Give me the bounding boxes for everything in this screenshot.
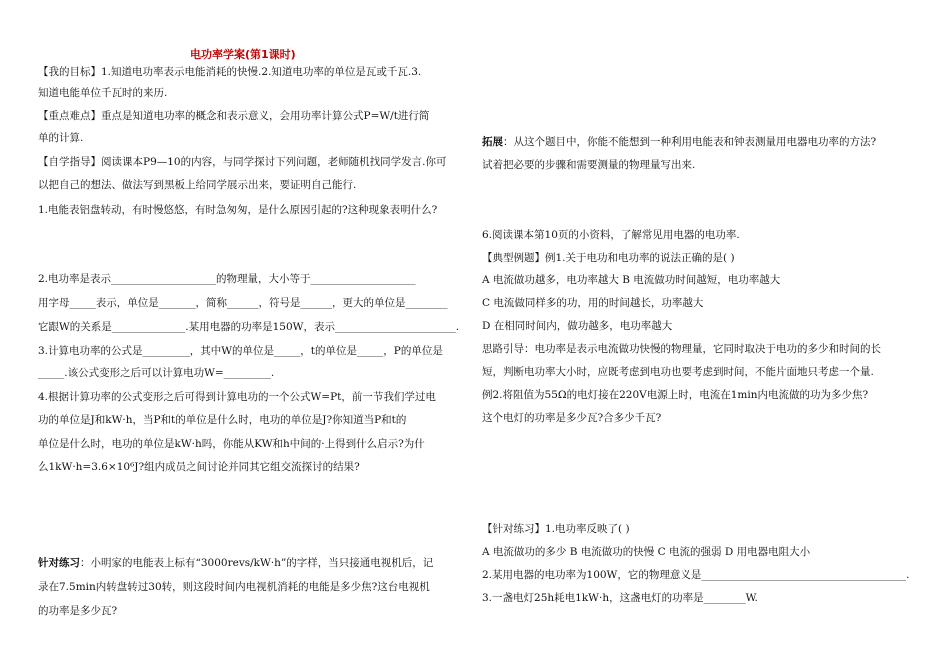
question-4-line-3: 单位是什么时，电功的单位是kW·h吗，你能从KW和h中间的·上得到什么启示?为什	[38, 438, 425, 450]
practice-text: ：小明家的电能表上标有“3000revs/kW·h”的字样，当只接通电视机后，记	[80, 557, 434, 569]
extension-text: ：从这个题目中，你能不能想到一种利用电能表和钟表测量用电器电功率的方法?	[503, 136, 877, 148]
practice-2: 2.某用电器的电功率为100W，它的物理意义是_______________________________________.	[482, 569, 910, 581]
question-3-line-2: _____.该公式变形之后可以计算电功W=_________.	[38, 367, 275, 379]
example-1-option-d: D 在相同时间内，做功越多，电功率越大	[482, 320, 673, 332]
question-4-line-2: 功的单位是J和kW·h，当P和t的单位是什么时，电功的单位是J?你知道当P和t的	[38, 414, 407, 426]
example-2-line-1: 例2.将阻值为55Ω的电灯接在220V电源上时，电流在1min内电流做的功为多少焦?	[482, 389, 869, 401]
question-2-line-3: 它跟W的关系是______________.某用电器的功率是150W，表示_______________________.	[38, 321, 460, 333]
example-2-line-2: 这个电灯的功率是多少瓦?合多少千瓦?	[482, 412, 662, 424]
goal-line-2: 知道电能单位千瓦时的来历.	[38, 87, 168, 99]
guide-line-2: 以把自己的想法、做法写到黑板上给同学展示出来，要证明自己能行.	[38, 179, 357, 191]
goal-line-1: 【我的目标】1.知道电功率表示电能消耗的快慢.2.知道电功率的单位是瓦或千瓦.3.	[38, 66, 422, 78]
practice-1-options: A 电流做功的多少 B 电流做功的快慢 C 电流的强弱 D 用电器电阻大小	[482, 546, 811, 558]
hint-line-1: 思路引导：电功率是表示电流做功快慢的物理量，它同时取决于电功的多少和时间的长	[482, 343, 881, 355]
key-line-1: 【重点难点】重点是知道电功率的概念和表示意义，会用功率计算公式P=W/t进行简	[38, 110, 430, 122]
question-4-line-1: 4.根据计算功率的公式变形之后可得到计算电功的一个公式W=Pt，前一节我们学过电	[38, 391, 436, 403]
extension-line-1	[482, 135, 876, 149]
guide-line-1: 【自学指导】阅读课本P9—10的内容，与同学探讨下列问题，老师随机找同学发言.你可	[38, 156, 447, 168]
practice-label: 针对练习	[38, 557, 80, 569]
question-1: 1.电能表铝盘转动，有时慢悠悠，有时急匆匆，是什么原因引起的?这种现象表明什么?	[38, 204, 438, 216]
example-1-option-c: C 电流做同样多的功，用的时间越长，功率越大	[482, 297, 704, 309]
example-1: 【典型例题】例1.关于电功和电功率的说法正确的是( )	[482, 252, 735, 264]
hint-line-2: 短，判断电功率大小时，应既考虑到电功也要考虑到时间，不能片面地只考虑一个量.	[482, 366, 874, 378]
extension-line-2: 试着把必要的步骤和需要测量的物理量写出来.	[482, 159, 696, 171]
question-3-line-1: 3.计算电功率的公式是_________，其中W的单位是_____，t的单位是_____，P的单位是	[38, 345, 443, 357]
question-4-line-4: 么1kW·h=3.6×10⁶J?组内成员之间讨论并同其它组交流探讨的结果?	[38, 461, 360, 473]
extension-label: 拓展	[482, 136, 503, 148]
question-2-line-2: 用字母_____表示，单位是_______，简称______，符号是______，更大的单位是________	[38, 297, 448, 309]
key-line-2: 单的计算.	[38, 132, 84, 144]
question-2-line-1: 2.电功率是表示____________________的物理量，大小等于____________________	[38, 273, 416, 285]
practice-line-2: 录在7.5min内转盘转过30转，则这段时间内电视机消耗的电能是多少焦?这台电视机	[38, 581, 430, 593]
practice-1: 【针对练习】1.电功率反映了( )	[482, 523, 630, 535]
practice-3: 3.一盏电灯25h耗电1kW·h，这盏电灯的功率是________W.	[482, 592, 758, 604]
practice-line-1	[38, 556, 433, 570]
practice-line-3: 的功率是多少瓦?	[38, 605, 118, 617]
page-title: 电功率学案(第1课时)	[190, 48, 296, 61]
question-6: 6.阅读课本第10页的小资料，了解常见用电器的电功率.	[482, 229, 740, 241]
example-1-options-ab: A 电流做功越多，电功率越大 B 电流做功时间越短，电功率越大	[482, 274, 781, 286]
